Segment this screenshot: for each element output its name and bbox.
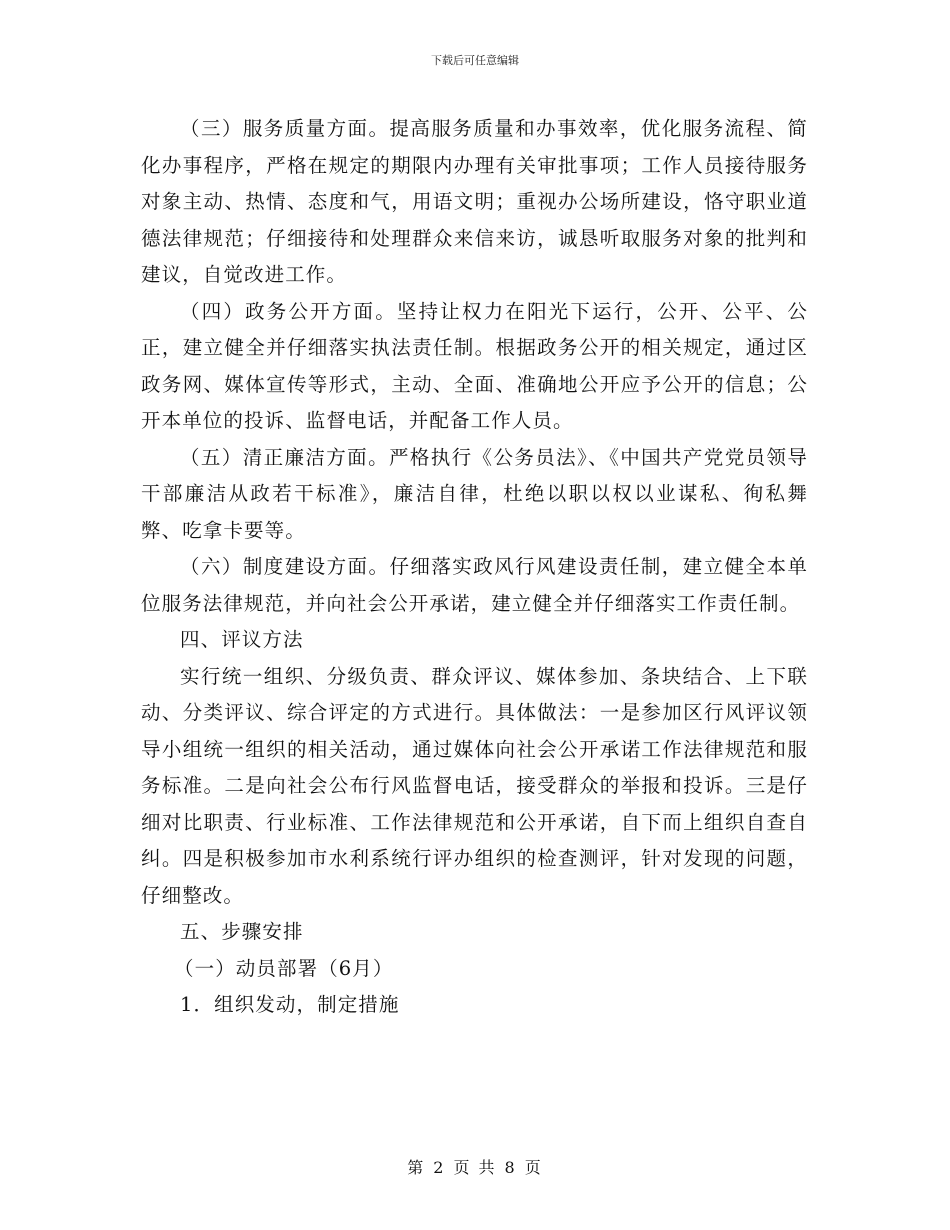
paragraph-system-building: （六）制度建设方面。仔细落实政风行风建设责任制，建立健全本单位服务法律规范，并向社会公开承诺，建立健全并仔细落实工作责任制。 [141, 555, 808, 615]
section-heading-steps: 五、步骤安排 [180, 920, 304, 943]
paragraph-government-affairs: （四）政务公开方面。坚持让权力在阳光下运行，公开、公平、公正，建立健全并仔细落实执法责任制。根据政务公开的相关规定，通过区政务网、媒体宣传等形式，主动、全面、准确地公开应予公开的信息；公开本单位的投诉、监督电话，并配备工作人员。 [141, 299, 808, 432]
page-footer [0, 1155, 950, 1178]
footer-page-number: 2 [433, 1158, 446, 1177]
paragraph-service-quality: （三）服务质量方面。提高服务质量和办事效率，优化服务流程、简化办事程序，严格在规定的期限内办理有关审批事项；工作人员接待服务对象主动、热情、态度和气，用语文明；重视办公场所建设，恪守职业道德法律规范；仔细接待和处理群众来信来访，诚恳听取服务对象的批判和建议，自觉改进工作。 [141, 117, 808, 286]
section-heading-evaluation-method: 四、评议方法 [180, 628, 304, 651]
footer-suffix: 页 [524, 1158, 543, 1177]
list-item-organize: 1．组织发动，制定措施 [180, 993, 400, 1016]
page-header-note: 下载后可任意编辑 [431, 54, 519, 67]
subheading-mobilization: （一）动员部署（6月） [174, 956, 394, 980]
footer-total-pages: 8 [504, 1158, 517, 1177]
footer-prefix: 第 [407, 1158, 426, 1177]
document-body [141, 111, 808, 1024]
paragraph-integrity: （五）清正廉洁方面。严格执行《公务员法》、《中国共产党党员领导干部廉洁从政若干标准》，廉洁自律，杜绝以职以权以业谋私、徇私舞弊、吃拿卡要等。 [141, 445, 808, 542]
paragraph-evaluation-method: 实行统一组织、分级负责、群众评议、媒体参加、条块结合、上下联动、分类评议、综合评定的方式进行。具体做法：一是参加区行风评议领导小组统一组织的相关活动，通过媒体向社会公开承诺工作法律规范和服务标准。二是向社会公布行风监督电话，接受群众的举报和投诉。三是仔细对比职责、行业标准、工作法律规范和公开承诺，自下而上组织自查自纠。四是积极参加市水利系统行评办组织的检查测评，针对发现的问题，仔细整改。 [141, 664, 808, 907]
footer-middle: 页 共 [453, 1158, 497, 1177]
